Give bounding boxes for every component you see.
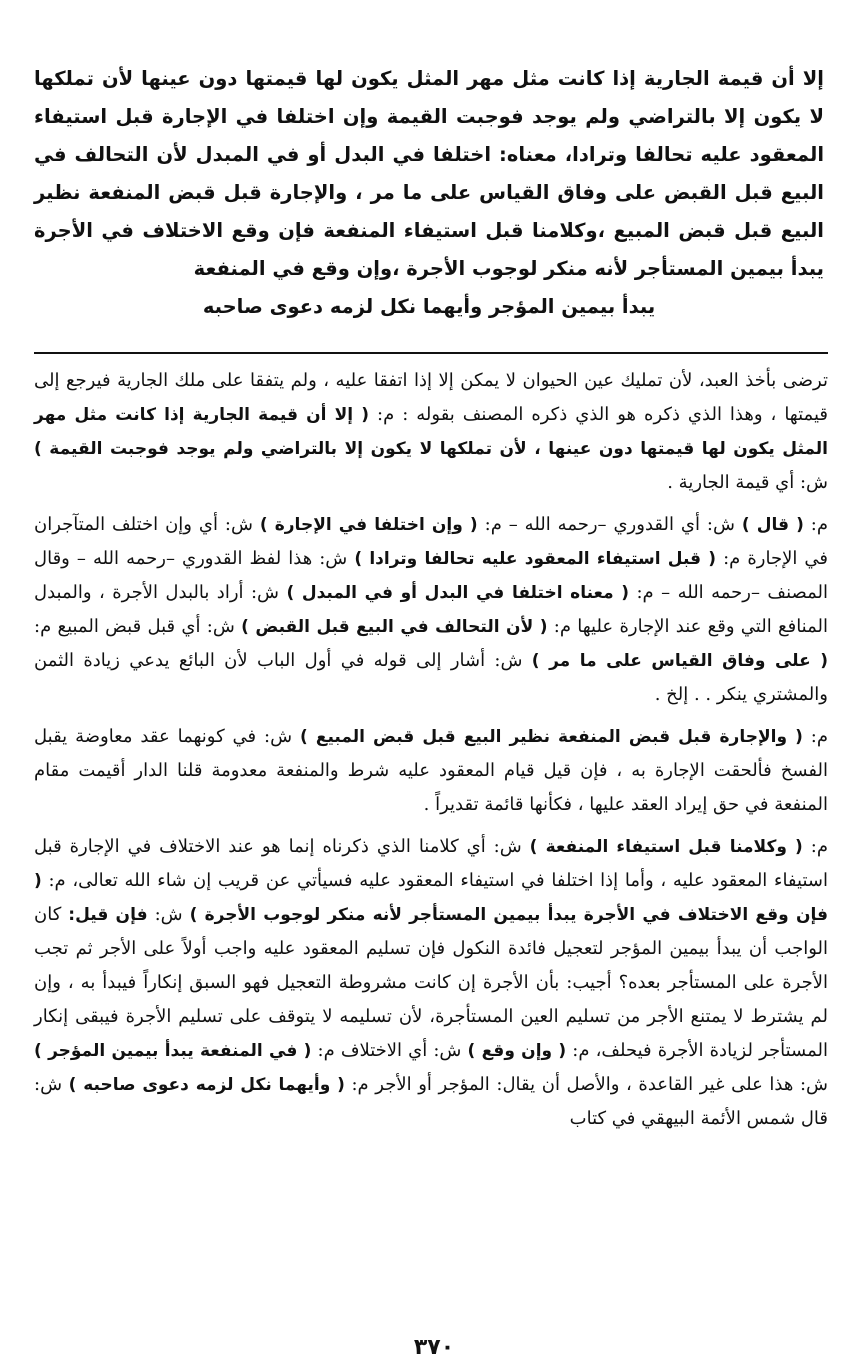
- commentary-text: ش: أي وإن اختلف المتآجران في الإجارة م:: [34, 514, 829, 569]
- commentary-text: ش: أي قبل قبض المبيع م:: [34, 616, 242, 637]
- main-text-last-line: يبدأ بيمين المؤجر وأيهما نكل لزمه دعوى صاحبه: [202, 295, 656, 318]
- quoted-matn: ( قبل استيفاء المعقود عليه تحالفا وترادا ): [354, 549, 717, 569]
- quoted-matn: ( وكلامنا قبل استيفاء المنفعة ): [529, 837, 803, 857]
- commentary-text: ش: أي القدوري –رحمه الله – م:: [477, 514, 742, 535]
- commentary-text: ش: في كونهما عقد معاوضة يقبل الفسخ فألحقت الإجارة به ، فإن قيل قيام المعقود عليه شرط والمنفعة معدومة قلنا الدار أقيمت مقام المنفعة في حق إيراد العقد عليها ، فكأنها قائمة تقديراً .: [34, 726, 828, 815]
- quoted-matn: ( وأيهما نكل لزمه دعوى صاحبه ): [68, 1075, 345, 1095]
- quoted-matn: ( معناه اختلفا في البدل أو في المبدل ): [286, 583, 630, 603]
- commentary-text: ش: أي قيمة الجارية .: [667, 472, 828, 493]
- commentary-paragraph-3: [34, 720, 828, 822]
- quoted-matn: ( وإن وقع ): [467, 1041, 567, 1061]
- commentary-paragraph-2: [34, 508, 828, 712]
- commentary-text: كان الواجب أن يبدأ بيمين المؤجر لتعجيل فائدة النكول فإن تسليم المعقود عليه واجب أولاً على الأجر ثم تجب الأجرة على المستأجر بعده؟ أجيب: بأن الأجرة إن كانت مشروطة التعجيل فهو السبق إنكاراً فيبدأ به ، وإن لم يشترط لا يمتنع الأجر من تسليم العين المستأجرة، لأن تسليمه لا يتوقف على تسليم الأجرة فيبقى إنكار المستأجر لزيادة الأجرة فيحلف، م:: [34, 904, 829, 1061]
- quoted-matn: ( فإن وقع الاختلاف في الأجرة يبدأ بيمين المستأجر لأنه منكر لوجوب الأجرة ): [34, 871, 828, 925]
- page: [34, 60, 828, 1372]
- main-text: [34, 60, 824, 326]
- commentary-text: ش: هذا لفظ القدوري –رحمه الله – وقال المصنف –رحمه الله – م:: [34, 548, 828, 603]
- commentary-text: ش: أراد بالبدل الأجرة ، والمبدل المنافع التي وقع عند الإجارة عليها م:: [34, 582, 828, 637]
- quoted-matn: ( على وفاق القياس على ما مر ): [531, 651, 828, 671]
- page-number: ٣٧٠: [413, 1335, 455, 1360]
- quoted-matn: ( إلا أن قيمة الجارية إذا كانت مثل مهر المثل يكون لها قيمتها دون عينها ، لأن تملكها لا يكون إلا بالتراضي ولم يوجد فوجبت القيمة ): [34, 405, 828, 459]
- commentary-text: ترضى بأخذ العبد، لأن تمليك عين الحيوان لا يمكن إلا إذا اتفقا عليه ، ولم يتفقا على ملك الجارية فيرجع إلى قيمتها ، وهذا الذي ذكره هو الذي ذكره المصنف بقوله : م:: [34, 370, 828, 425]
- commentary-text: ش: أي الاختلاف م:: [311, 1040, 468, 1061]
- commentary-text: ش: قال شمس الأئمة البيهقي في كتاب: [34, 1074, 828, 1129]
- commentary-text: ش: أي كلامنا الذي ذكرناه إنما هو عند الاختلاف في الإجارة قبل استيفاء المعقود عليه ، وأما إذا اختلفا في استيفاء المعقود عليه فسيأتي عن قريب إن شاء الله تعالى، م:: [34, 836, 828, 891]
- main-text-body: إلا أن قيمة الجارية إذا كانت مثل مهر المثل يكون لها قيمتها دون عينها لأن تملكها لا يكون إلا بالتراضي ولم يوجد فوجبت القيمة وإن اختلفا في الإجارة قبل استيفاء المعقود عليه تحالفا وترادا، معناه: اختلفا في البدل أو في المبدل لأن التحالف في البيع قبل القبض على وفاق القياس على ما مر ، والإجارة قبل قبض المنفعة نظير البيع قبل قبض المبيع ،وكلامنا قبل استيفاء المنفعة فإن وقع الاختلاف في الأجرة يبدأ بيمين المستأجر لأنه منكر لوجوب الأجرة ،وإن وقع في المنفعة: [34, 67, 824, 280]
- commentary-text: ش: أشار إلى قوله في أول الباب لأن البائع يدعي زيادة الثمن والمشتري ينكر . . إلخ .: [34, 650, 828, 705]
- commentary-text: ش: هذا على غير القاعدة ، والأصل أن يقال: المؤجر أو الأجر م:: [344, 1074, 828, 1095]
- commentary-text: م:: [802, 836, 828, 857]
- commentary-text: م:: [802, 726, 828, 747]
- quoted-matn: ( والإجارة قبل قبض المنفعة نظير البيع قبل قبض المبيع ): [299, 727, 803, 747]
- quoted-matn: ( لأن التحالف في البيع قبل القبض ): [241, 617, 548, 637]
- quoted-matn: ( قال ): [741, 515, 804, 535]
- separator-rule: [34, 352, 828, 354]
- objection-label: فإن قيل:: [68, 905, 148, 925]
- commentary-paragraph-4: [34, 830, 828, 1136]
- commentary-text: م:: [803, 514, 829, 535]
- commentary: [34, 364, 828, 1136]
- commentary-paragraph-1: [34, 364, 828, 500]
- commentary-text: ش:: [147, 904, 190, 925]
- quoted-matn: ( وإن اختلفا في الإجارة ): [259, 515, 478, 535]
- quoted-matn: ( في المنفعة يبدأ بيمين المؤجر ): [34, 1041, 312, 1061]
